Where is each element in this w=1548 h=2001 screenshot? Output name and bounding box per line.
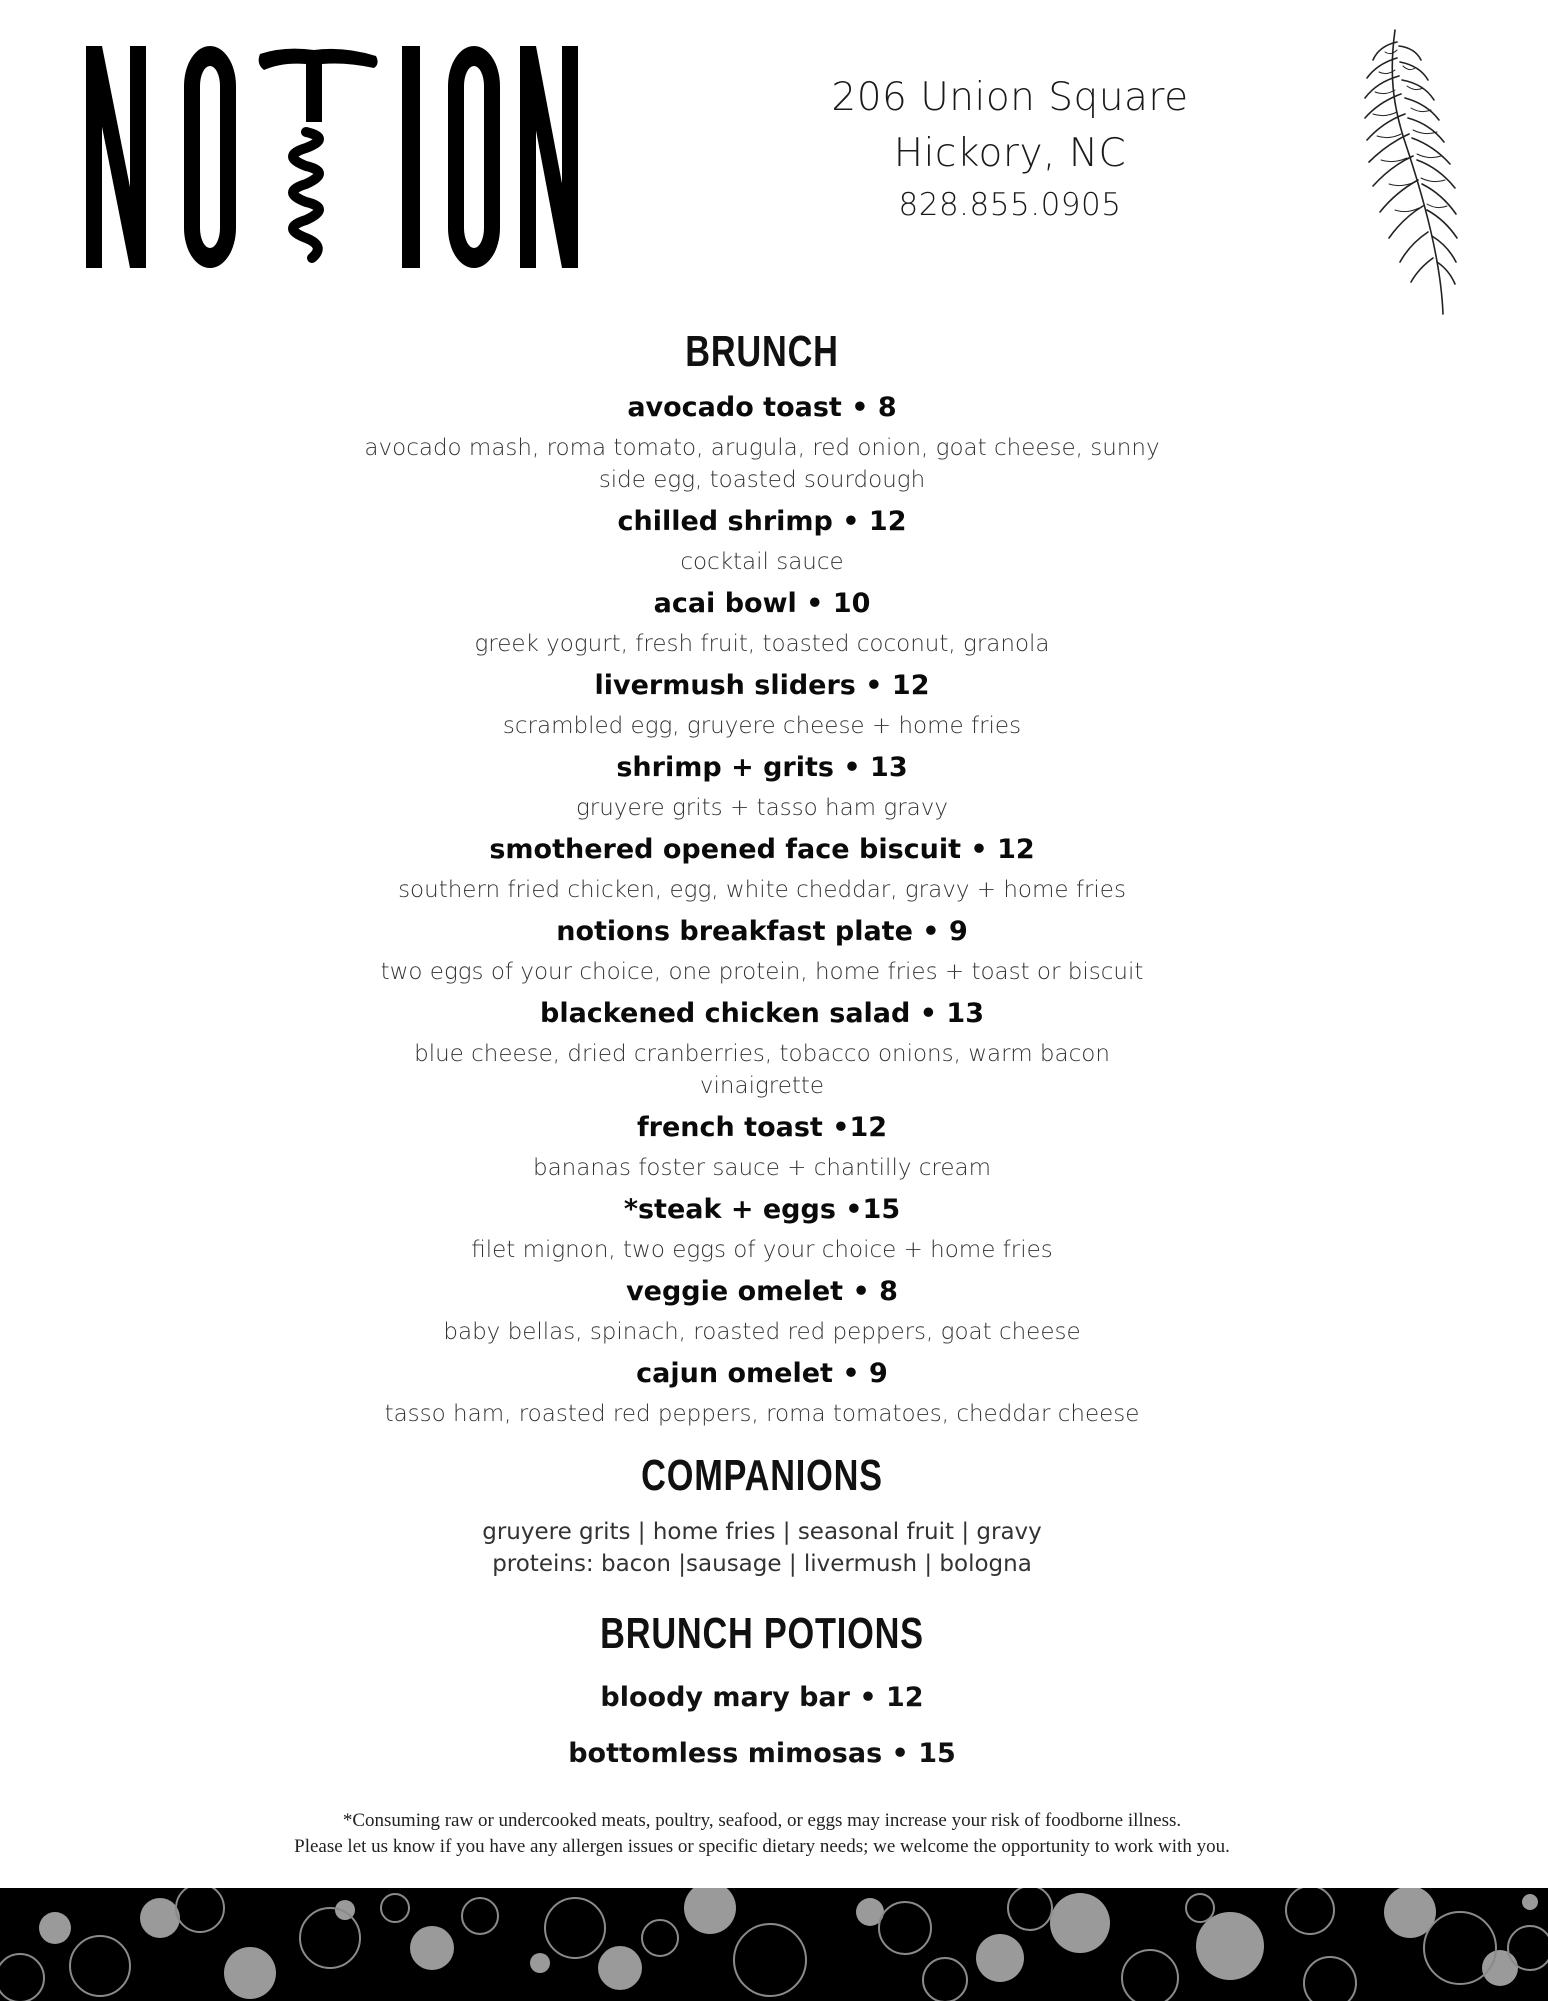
disclaimer-line-2: Please let us know if you have any allergen issues or specific dietary needs; we welcome the opportunity to work with you. bbox=[294, 1836, 1230, 1857]
menu-item-name: cajun omelet • 9 bbox=[636, 1358, 888, 1389]
menu-item-description: tasso ham, roasted red peppers, roma tomatoes, cheddar cheese bbox=[384, 1401, 1140, 1427]
brunch-item-list bbox=[0, 388, 1524, 1430]
menu-item-description: baby bellas, spinach, roasted red peppers, goat cheese bbox=[443, 1319, 1081, 1345]
potions-item-list bbox=[0, 1678, 1524, 1774]
menu-item-name: shrimp + grits • 13 bbox=[616, 752, 908, 783]
menu-item-name: *steak + eggs •15 bbox=[623, 1194, 901, 1225]
menu-item-name: veggie omelet • 8 bbox=[626, 1276, 898, 1307]
menu-item-name: acai bowl • 10 bbox=[653, 588, 871, 619]
menu-item-description: blue cheese, dried cranberries, tobacco onions, warm bacon vinaigrette bbox=[414, 1041, 1110, 1099]
menu-item-name: smothered opened face biscuit • 12 bbox=[489, 834, 1035, 865]
companions-section-title: COMPANIONS bbox=[641, 1451, 883, 1500]
menu-item-description: avocado mash, roma tomato, arugula, red onion, goat cheese, sunny side egg, toasted sourdough bbox=[364, 435, 1160, 493]
disclaimer-line-1: *Consuming raw or undercooked meats, poultry, seafood, or eggs may increase your risk of foodborne illness. bbox=[342, 1810, 1182, 1831]
address-street: 206 Union Square bbox=[831, 75, 1189, 120]
contact-block bbox=[760, 70, 1260, 228]
menu-item-description: southern fried chicken, egg, white cheddar, gravy + home fries bbox=[398, 877, 1126, 903]
menu-item-description: greek yogurt, fresh fruit, toasted coconut, granola bbox=[474, 631, 1050, 657]
menu-item-description: scrambled egg, gruyere cheese + home fries bbox=[502, 713, 1022, 739]
menu-item-name: blackened chicken salad • 13 bbox=[540, 998, 984, 1029]
menu-item-name: avocado toast • 8 bbox=[627, 392, 897, 423]
allergen-disclaimer bbox=[0, 1808, 1524, 1860]
menu-item-name: livermush sliders • 12 bbox=[594, 670, 930, 701]
menu-item-description: cocktail sauce bbox=[680, 549, 844, 575]
potion-item: bottomless mimosas • 15 bbox=[568, 1738, 956, 1769]
menu-content bbox=[0, 320, 1524, 1790]
companions-proteins: proteins: bacon |sausage | livermush | bologna bbox=[492, 1551, 1032, 1577]
potions-section-title: BRUNCH POTIONS bbox=[600, 1609, 924, 1658]
notions-logo bbox=[84, 36, 604, 274]
menu-item-name: chilled shrimp • 12 bbox=[617, 506, 907, 537]
menu-item-name: notions breakfast plate • 9 bbox=[556, 916, 968, 947]
rosemary-sprig-icon bbox=[1345, 22, 1475, 318]
menu-item-description: filet mignon, two eggs of your choice + home fries bbox=[471, 1237, 1053, 1263]
address-city: Hickory, NC bbox=[893, 131, 1127, 176]
footer-bubbles-band bbox=[0, 1888, 1548, 2001]
potion-item: bloody mary bar • 12 bbox=[600, 1682, 924, 1713]
menu-item-name: french toast •12 bbox=[636, 1112, 888, 1143]
phone-number: 828.855.0905 bbox=[898, 187, 1122, 223]
menu-item-description: gruyere grits + tasso ham gravy bbox=[576, 795, 948, 821]
menu-item-description: bananas foster sauce + chantilly cream bbox=[532, 1155, 991, 1181]
brunch-section-title: BRUNCH bbox=[685, 327, 839, 376]
menu-item-description: two eggs of your choice, one protein, home fries + toast or biscuit bbox=[380, 959, 1144, 985]
companions-sides: gruyere grits | home fries | seasonal fruit | gravy bbox=[482, 1519, 1042, 1545]
